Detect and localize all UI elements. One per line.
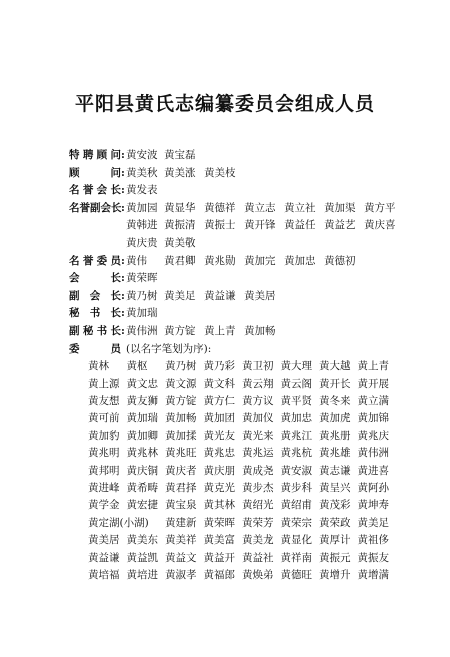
roles-section: [69, 147, 429, 341]
member-name: 黄安淑: [280, 464, 312, 477]
member-name: 黄加仪: [242, 412, 274, 425]
person-name: 黄益艺: [324, 219, 356, 232]
role-label: 委员: [69, 342, 121, 355]
member-name: 黄步杰: [242, 481, 274, 494]
role-colon: :: [121, 184, 125, 197]
member-name: 黄加锦: [357, 412, 389, 425]
person-name: 黄加畅: [244, 324, 276, 337]
role-row: [69, 288, 429, 306]
member-name: 黄加揉: [165, 429, 197, 442]
member-name: 黄振友: [357, 551, 389, 564]
person-name: 黄美秋: [126, 166, 158, 179]
role-colon: :: [121, 307, 125, 320]
role-names: [126, 305, 429, 323]
member-name: 黄美居: [88, 534, 120, 547]
member-name: 黄友狮: [126, 394, 158, 407]
person-name: 黄显华: [164, 201, 196, 214]
role-colon: :: [121, 324, 125, 337]
person-name: 黄加渠: [324, 201, 356, 214]
member-name: 黄加卿: [126, 429, 158, 442]
member-name: 黄振元: [319, 551, 351, 564]
role-label: 特聘顾问: [69, 149, 121, 161]
member-name: 黄成尧: [242, 464, 274, 477]
person-name: 黄荣晖: [126, 272, 158, 285]
member-name: 黄茂彩: [319, 499, 351, 512]
role-row: [69, 323, 429, 341]
member-name: 黄进峰: [88, 481, 120, 494]
member-name: 黄庆铜: [126, 464, 158, 477]
member-name: 黄步科: [280, 481, 312, 494]
member-name: 黄坤寿: [357, 499, 389, 512]
role-names: [126, 165, 429, 183]
person-name: 黄加瑞: [126, 307, 158, 320]
member-name: 黄兆明: [88, 447, 120, 460]
role-colon: :: [121, 149, 125, 161]
person-name: 黄美居: [244, 289, 276, 302]
member-name: 黄荣宗: [280, 516, 312, 529]
member-name: 黄林: [88, 360, 109, 373]
member-name: 黄培进: [126, 569, 158, 581]
person-name: 黄方平: [364, 201, 396, 214]
role-colon: :: [121, 272, 125, 285]
member-name: 黄美东: [126, 534, 158, 547]
member-name: 黄兆运: [242, 447, 274, 460]
member-name: 黄志谦: [319, 464, 351, 477]
member-name: 黄加虎: [319, 412, 351, 425]
member-name: 黄德旺: [280, 569, 312, 581]
person-name: 黄益谦: [204, 289, 236, 302]
member-name: 黄兆雄: [319, 447, 351, 460]
person-name: 黄开锋: [244, 219, 276, 232]
role-label: 副会长: [69, 289, 121, 302]
member-name: 黄云阁: [280, 377, 312, 390]
person-name: 黄上青: [204, 324, 236, 337]
member-name: 黄学金: [88, 499, 120, 512]
member-name: 黄云翔: [242, 377, 274, 390]
member-name: 黄方锭: [165, 394, 197, 407]
role-row: [69, 165, 429, 183]
member-name: 黄美富: [203, 534, 235, 547]
committee-list: [69, 147, 429, 584]
member-name: 黄可前: [88, 412, 120, 425]
person-name: 黄庆喜: [364, 219, 396, 232]
member-name: 黄加忠: [280, 412, 312, 425]
member-name: 黄兆旺: [165, 447, 197, 460]
person-name: 黄美枝: [204, 166, 236, 179]
member-name: 黄希畴: [126, 481, 158, 494]
person-name: 黄德初: [324, 254, 356, 267]
member-name: 黄进喜: [357, 464, 389, 477]
members-note: (以名字笔划为序):: [126, 342, 212, 355]
member-name: 黄阿孙: [357, 481, 389, 494]
members-heading: [69, 341, 429, 359]
member-name: 黄益凯: [126, 551, 158, 564]
role-colon: :: [121, 166, 125, 179]
member-name: 黄定湖(小湖): [88, 516, 149, 529]
member-name: 黄增满: [357, 569, 389, 581]
person-name: 黄乃树: [126, 289, 158, 302]
member-name: 黄荣芳: [242, 516, 274, 529]
member-name: 黄益开: [203, 551, 235, 564]
member-name: 黄显化: [280, 534, 312, 547]
member-name: 黄文源: [165, 377, 197, 390]
member-name: 黄君择: [165, 481, 197, 494]
role-label: 会长: [69, 272, 121, 285]
member-name: 黄福郎: [203, 569, 235, 581]
member-name: 黄培福: [88, 569, 120, 581]
role-names: [126, 200, 429, 253]
member-name: 黄乃彩: [203, 360, 235, 373]
committee-members-section: [69, 341, 429, 585]
member-name: 黄立满: [357, 394, 389, 407]
role-label: 名誉会长: [69, 184, 121, 197]
members-grid: [88, 358, 429, 584]
role-row: [69, 270, 429, 288]
role-colon: :: [121, 201, 125, 214]
role-label: 名誉委员: [69, 254, 121, 267]
member-name: 黄方议: [242, 394, 274, 407]
person-name: 黄庆贵: [126, 236, 158, 249]
member-name: 黄乃树: [165, 360, 197, 373]
role-label: 顾问: [69, 166, 121, 179]
member-name: 黄大越: [319, 360, 351, 373]
role-colon: :: [121, 254, 125, 267]
member-name: 黄兆册: [319, 429, 351, 442]
person-name: 黄美足: [164, 289, 196, 302]
person-name: 黄加完: [244, 254, 276, 267]
member-name: 黄增升: [319, 569, 351, 581]
member-name: 黄加瑞: [126, 412, 158, 425]
member-name: 黄其林: [203, 499, 235, 512]
member-name: 黄友想: [88, 394, 120, 407]
person-name: 黄兆勋: [204, 254, 236, 267]
member-name: 黄益社: [242, 551, 274, 564]
person-name: 黄发表: [126, 184, 158, 197]
person-name: 黄伟洲: [126, 324, 158, 337]
member-name: 黄兆林: [126, 447, 158, 460]
member-name: 黄开展: [357, 377, 389, 390]
member-name: 黄卫初: [242, 360, 274, 373]
role-names: [126, 253, 429, 271]
member-name: 黄宝泉: [165, 499, 197, 512]
member-name: 黄冬来: [319, 394, 351, 407]
person-name: 黄宝磊: [164, 149, 196, 161]
member-name: 黄克光: [203, 481, 235, 494]
person-name: 黄振清: [164, 219, 196, 232]
role-names: [126, 182, 429, 200]
member-name: 黄加豹: [88, 429, 120, 442]
member-name: 黄美龙: [242, 534, 274, 547]
member-name: 黄益谦: [88, 551, 120, 564]
role-names: [126, 323, 429, 341]
member-name: 黄上源: [88, 377, 120, 390]
role-row: [69, 305, 429, 323]
role-label: 秘书长: [69, 307, 121, 320]
member-name: 黄加畅: [165, 412, 197, 425]
member-name: 黄上青: [357, 360, 389, 373]
member-name: 黄绍光: [242, 499, 274, 512]
member-name: 黄荣政: [319, 516, 351, 529]
member-name: 黄文忠: [126, 377, 158, 390]
person-name: 黄益任: [284, 219, 316, 232]
role-row: [69, 253, 429, 271]
member-name: 黄平贤: [280, 394, 312, 407]
person-name: 黄方锭: [164, 324, 196, 337]
member-name: 黄呈兴: [319, 481, 351, 494]
person-name: 黄美涨: [164, 166, 196, 179]
member-name: 黄厚计: [319, 534, 351, 547]
member-name: 黄兆忠: [203, 447, 235, 460]
member-name: 黄庆者: [165, 464, 197, 477]
member-name: 黄祥南: [280, 551, 312, 564]
member-name: 黄伟洲: [357, 447, 389, 460]
member-name: 黄宏捷: [126, 499, 158, 512]
member-name: 黄邦明: [88, 464, 120, 477]
person-name: 黄振士: [204, 219, 236, 232]
person-name: 黄君卿: [164, 254, 196, 267]
role-row: [69, 200, 429, 253]
person-name: 黄韩进: [126, 219, 158, 232]
person-name: 黄美敬: [164, 236, 196, 249]
role-label: 名誉副会长: [69, 201, 122, 214]
person-name: 黄立社: [284, 201, 316, 214]
member-name: 黄大理: [280, 360, 312, 373]
member-name: 黄淑孝: [165, 569, 197, 581]
role-names: [126, 147, 429, 165]
member-name: 黄绍甫: [280, 499, 312, 512]
member-name: 黄建新: [165, 516, 197, 529]
member-name: 黄枢: [126, 360, 148, 373]
role-names: [126, 288, 429, 306]
role-row: [69, 182, 429, 200]
person-name: 黄加忠: [284, 254, 316, 267]
document-title: 平阳县黄氏志编纂委员会组成人员: [74, 93, 375, 115]
member-name: 黄庆朋: [203, 464, 235, 477]
member-name: 黄光友: [203, 429, 235, 442]
role-colon: :: [121, 289, 125, 302]
person-name: 黄安波: [126, 149, 158, 161]
member-name: 黄开长: [319, 377, 351, 390]
member-name: 黄光来: [242, 429, 274, 442]
person-name: 黄立志: [244, 201, 276, 214]
member-name: 黄美祥: [165, 534, 197, 547]
member-name: 黄美足: [357, 516, 389, 529]
role-row: [69, 147, 429, 165]
person-name: 黄德祥: [204, 201, 236, 214]
member-name: 黄兆杭: [280, 447, 312, 460]
person-name: 黄加园: [126, 201, 158, 214]
member-name: 黄荣晖: [203, 516, 235, 529]
member-name: 黄兆江: [280, 429, 312, 442]
member-name: 黄兆庆: [357, 429, 389, 442]
member-name: 黄焕弟: [242, 569, 274, 581]
person-name: 黄伟: [126, 254, 147, 267]
member-name: 黄益文: [165, 551, 197, 564]
member-name: 黄方仁: [203, 394, 235, 407]
member-name: 黄加团: [203, 412, 235, 425]
role-names: [126, 270, 429, 288]
member-name: 黄文科: [203, 377, 235, 390]
role-label: 副秘书长: [69, 324, 121, 337]
member-name: 黄祖侈: [357, 534, 389, 547]
